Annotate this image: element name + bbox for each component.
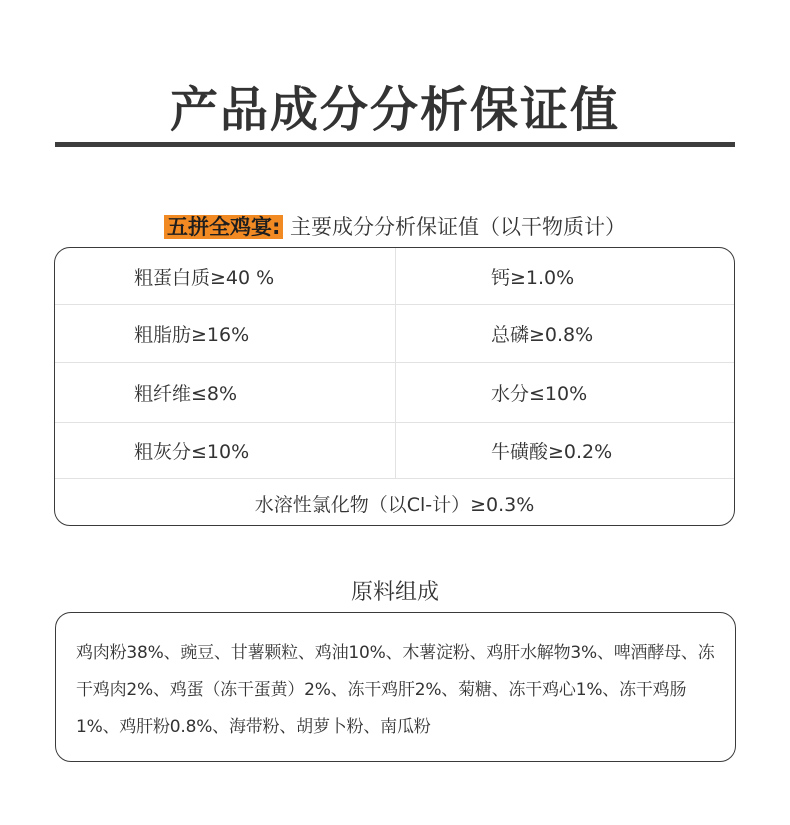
table-cell-crude-fiber: 粗纤维≤8%	[134, 383, 238, 405]
table-cell-taurine: 牛磺酸≥0.2%	[491, 441, 613, 463]
table-cell-calcium: 钙≥1.0%	[491, 266, 575, 289]
analysis-table	[54, 247, 735, 526]
table-row	[55, 305, 734, 363]
product-name-tag: 五拼全鸡宴:	[164, 215, 283, 239]
table-cell-phosphorus: 总磷≥0.8%	[491, 324, 594, 346]
page-title: 产品成分分析保证值	[169, 82, 620, 138]
analysis-subtitle-text: 主要成分分析保证值（以干物质计）	[290, 215, 627, 239]
ingredients-box	[55, 612, 736, 762]
ingredients-text: 鸡肉粉38%、豌豆、甘薯颗粒、鸡油10%、木薯淀粉、鸡肝水解物3%、啤酒酵母、冻干鸡肉2%、鸡蛋（冻干蛋黄）2%、冻干鸡肝2%、菊糖、冻干鸡心1%、冻干鸡肠1%、鸡肝粉0.8%、海带粉、胡萝卜粉、南瓜粉	[76, 643, 715, 737]
table-row	[55, 363, 734, 423]
ingredients-title: 原料组成	[350, 580, 439, 605]
table-row	[55, 479, 734, 526]
analysis-subtitle	[0, 212, 790, 242]
table-row	[55, 248, 734, 305]
table-row	[55, 423, 734, 479]
title-underline	[55, 142, 735, 147]
table-cell-crude-ash: 粗灰分≤10%	[134, 441, 250, 463]
table-cell-chloride: 水溶性氯化物（以Cl-计）≥0.3%	[254, 493, 535, 516]
table-cell-moisture: 水分≤10%	[491, 383, 588, 405]
table-cell-crude-fat: 粗脂肪≥16%	[134, 324, 250, 346]
table-cell-crude-protein: 粗蛋白质≥40 %	[134, 266, 275, 289]
